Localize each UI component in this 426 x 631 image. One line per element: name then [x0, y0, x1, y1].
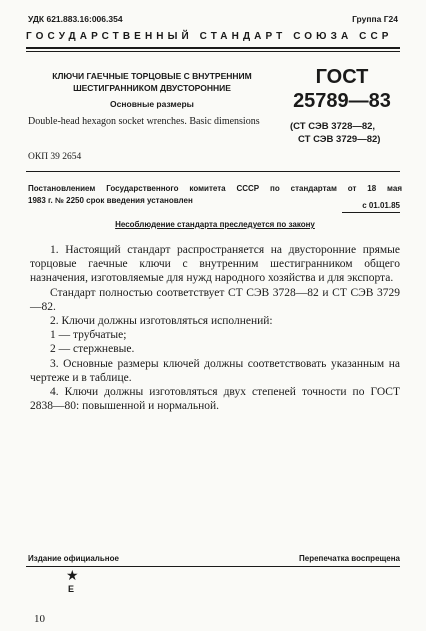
non-observance-notice [28, 220, 402, 229]
udk-code: УДК 621.883.16:006.354 [28, 14, 123, 24]
okp-code: ОКП 39 2654 [28, 152, 82, 162]
title-english: Double-head hexagon socket wrenches. Basic dimensions [28, 116, 260, 127]
okp-rule [26, 171, 400, 172]
effective-date: с 01.01.85 [362, 201, 400, 210]
paragraph-3: 2. Ключи должны изготовляться исполнений: [50, 315, 273, 328]
paragraph-4: 1 — трубчатые; [50, 329, 127, 342]
group-code: Группа Г24 [352, 14, 398, 24]
footer-rule [26, 566, 400, 567]
paragraph-7: 4. Ключи должны изготовляться двух степеней точности по ГОСТ 2838—80: повышенной и нормальной. [30, 386, 400, 413]
paragraph-1: 1. Настоящий стандарт распространяется на двусторонние прямые торцовые гаечные ключи с внутренним шестигранником общего назначения, изготовляемые для нужд народного хозяйства и для экспорта. [30, 244, 400, 285]
page-number: 10 [34, 613, 45, 625]
body-text [30, 243, 400, 413]
paragraph-6: 3. Основные размеры ключей должны соответствовать указанным на чертеже и в таблице. [30, 357, 400, 384]
title-ru-line1: КЛЮЧИ ГАЕЧНЫЕ ТОРЦОВЫЕ С ВНУТРЕННИМ [52, 71, 252, 81]
decree-line2: 1983 г. № 2250 срок введения установлен [28, 196, 193, 205]
decree-text [28, 183, 402, 207]
header-rule-thin [26, 51, 400, 52]
title-block [28, 70, 276, 128]
paragraph-2: Стандарт полностью соответствует СТ СЭВ 3728—82 и СТ СЭВ 3729—82. [30, 286, 400, 313]
title-ru-line2: ШЕСТИГРАННИКОМ ДВУСТОРОННИЕ [73, 83, 231, 93]
gost-block [282, 66, 402, 146]
st-sev-line2: СТ СЭВ 3729—82) [298, 134, 381, 145]
header-rule-thick [26, 47, 400, 49]
state-standard-heading: ГОСУДАРСТВЕННЫЙ СТАНДАРТ СОЮЗА ССР [26, 31, 393, 42]
gost-label: ГОСТ [315, 66, 369, 88]
letter-e-mark: E [68, 584, 75, 594]
effective-date-rule [342, 212, 400, 213]
star-icon: ★ [66, 569, 79, 584]
reprint-prohibited: Перепечатка воспрещена [299, 554, 400, 563]
official-edition: Издание официальное [28, 554, 119, 563]
paragraph-5: 2 — стержневые. [50, 343, 135, 356]
decree-line1: Постановлением Государственного комитета СССР по стандартам от 18 мая [28, 184, 402, 193]
non-observance-text: Несоблюдение стандарта преследуется по закону [115, 220, 315, 229]
gost-number: 25789—83 [293, 90, 391, 112]
title-subtitle: Основные размеры [110, 99, 194, 109]
st-sev-line1: (СТ СЭВ 3728—82, [290, 121, 376, 132]
